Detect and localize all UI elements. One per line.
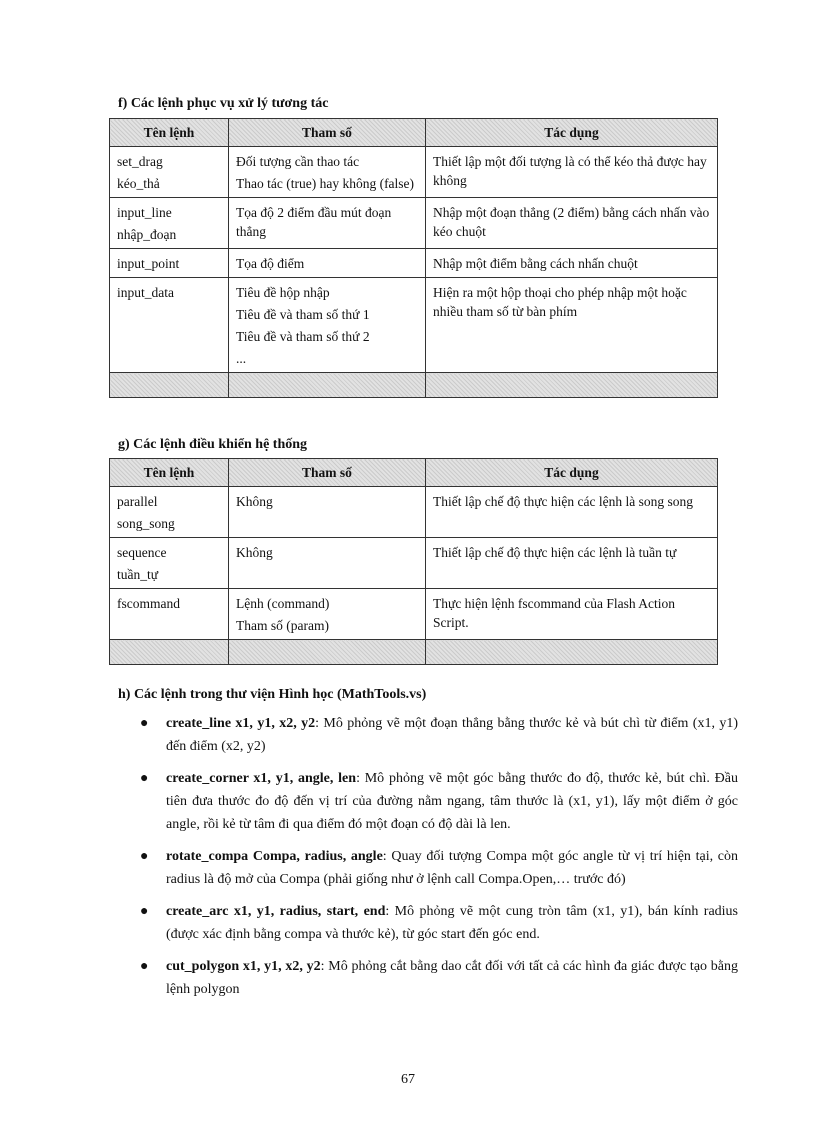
- list-item: [118, 900, 738, 946]
- cell-parameters: [229, 487, 426, 538]
- table-header-row: [110, 459, 718, 487]
- bullet-icon: ●: [140, 716, 149, 731]
- command-name: input_point: [117, 256, 180, 271]
- table-system-commands: [109, 458, 718, 665]
- bullet-icon: ●: [140, 771, 149, 786]
- command-name: input_line: [117, 205, 172, 220]
- command-name: sequence: [117, 545, 167, 560]
- command-signature: cut_polygon x1, y1, x2, y2: [166, 959, 321, 974]
- cell-parameters: [229, 538, 426, 589]
- header-command-name: Tên lệnh: [110, 459, 229, 487]
- command-signature: create_arc x1, y1, radius, start, end: [166, 904, 386, 919]
- cell-parameters: [229, 147, 426, 198]
- parameter: Tọa độ 2 điểm đầu mút đoạn thẳng: [236, 205, 392, 239]
- list-item: [118, 712, 738, 758]
- table-row: [110, 589, 718, 640]
- header-parameters: Tham số: [229, 119, 426, 147]
- parameter: Lệnh (command): [236, 596, 330, 611]
- section-h-title: h) Các lệnh trong thư viện Hình học (MathTools.vs): [118, 687, 427, 702]
- cell-effect: Thiết lập chế độ thực hiện các lệnh là tuần tự: [426, 538, 718, 589]
- list-item: [118, 955, 738, 1001]
- list-item: [118, 767, 738, 836]
- table-row: [110, 198, 718, 249]
- table-row: [110, 249, 718, 278]
- parameter: Đối tượng cần thao tác: [236, 154, 360, 169]
- cell-effect: Hiện ra một hộp thoại cho phép nhập một hoặc nhiều tham số từ bàn phím: [426, 278, 718, 373]
- parameter: Tham số (param): [236, 618, 329, 633]
- command-name: fscommand: [117, 596, 180, 611]
- command-description: : Mô phỏng vẽ một góc bằng thước đo độ, thước kẻ, bút chì. Đầu tiên đưa thước đo độ đến vị trí của đường nằm ngang, tâm thước là (x1, y1), lấy một điểm ở góc angle, rồi kẻ từ tâm đi qua điểm đó một đoạn có độ dài là len.: [166, 771, 738, 832]
- cell-command-name: [110, 147, 229, 198]
- command-description: : Mô phỏng cắt bằng dao cắt đối với tất cả các hình đa giác được tạo bằng lệnh polygon: [166, 959, 739, 997]
- cell-command-name: [110, 198, 229, 249]
- command-signature: create_line x1, y1, x2, y2: [166, 716, 316, 731]
- parameter: Thao tác (true) hay không (false): [236, 176, 415, 191]
- command-alias: song_song: [117, 516, 175, 531]
- table-row: [110, 538, 718, 589]
- command-description: : Mô phỏng vẽ một cung tròn tâm (x1, y1), bán kính radius (được xác định bằng compa và thước kẻ), từ góc start đến góc end.: [166, 904, 738, 942]
- parameter: Không: [236, 494, 273, 509]
- cell-parameters: [229, 589, 426, 640]
- empty-cell: [426, 640, 718, 665]
- cell-effect: Nhập một đoạn thẳng (2 điểm) bằng cách nhấn vào kéo chuột: [426, 198, 718, 249]
- header-parameters: Tham số: [229, 459, 426, 487]
- cell-command-name: [110, 487, 229, 538]
- cell-command-name: [110, 249, 229, 278]
- cell-parameters: [229, 198, 426, 249]
- cell-effect: Nhập một điểm bằng cách nhấn chuột: [426, 249, 718, 278]
- cell-command-name: [110, 538, 229, 589]
- parameter: Tọa độ điểm: [236, 256, 305, 271]
- section-f-title: f) Các lệnh phục vụ xử lý tương tác: [118, 96, 329, 111]
- command-description: : Mô phỏng vẽ một đoạn thẳng bằng thước kẻ và bút chì từ điểm (x1, y1) đến điểm (x2, y2): [166, 716, 738, 754]
- command-signature: create_corner x1, y1, angle, len: [166, 771, 357, 786]
- command-name: set_drag: [117, 154, 163, 169]
- table-row: [110, 487, 718, 538]
- cell-effect: Thiết lập một đối tượng là có thể kéo thả được hay không: [426, 147, 718, 198]
- parameter: Tiêu đề hộp nhập: [236, 285, 330, 300]
- command-alias: nhập_đoạn: [117, 227, 177, 242]
- header-command-name: Tên lệnh: [110, 119, 229, 147]
- bullet-icon: ●: [140, 849, 149, 864]
- command-name: parallel: [117, 494, 158, 509]
- table-row: [110, 278, 718, 373]
- command-name: input_data: [117, 285, 174, 300]
- list-item: [118, 845, 738, 891]
- empty-cell: [229, 373, 426, 398]
- parameter-ellipsis: ...: [236, 351, 247, 366]
- header-effect: Tác dụng: [426, 459, 718, 487]
- cell-effect: Thiết lập chế độ thực hiện các lệnh là song song: [426, 487, 718, 538]
- command-description: : Quay đối tượng Compa một góc angle từ vị trí hiện tại, còn radius là độ mở của Compa (phải giống như ở lệnh call Compa.Open,… trước đó): [166, 849, 738, 887]
- header-effect: Tác dụng: [426, 119, 718, 147]
- parameter: Không: [236, 545, 273, 560]
- table-interaction-commands: [109, 118, 718, 398]
- page-number: 67: [401, 1072, 415, 1087]
- parameter: Tiêu đề và tham số thứ 1: [236, 307, 370, 322]
- bullet-icon: ●: [140, 904, 149, 919]
- cell-parameters: [229, 249, 426, 278]
- parameter: Tiêu đề và tham số thứ 2: [236, 329, 370, 344]
- empty-cell: [229, 640, 426, 665]
- table-row-empty: [110, 640, 718, 665]
- cell-command-name: [110, 278, 229, 373]
- geometry-library-list: [118, 712, 738, 1010]
- empty-cell: [110, 373, 229, 398]
- cell-command-name: [110, 589, 229, 640]
- cell-parameters: [229, 278, 426, 373]
- cell-effect: Thực hiện lệnh fscommand của Flash Action Script.: [426, 589, 718, 640]
- empty-cell: [110, 640, 229, 665]
- table-row: [110, 147, 718, 198]
- command-alias: tuần_tự: [117, 567, 159, 582]
- command-alias: kéo_thả: [117, 176, 160, 191]
- bullet-icon: ●: [140, 959, 149, 974]
- table-row-empty: [110, 373, 718, 398]
- section-g-title: g) Các lệnh điều khiển hệ thống: [118, 437, 308, 452]
- empty-cell: [426, 373, 718, 398]
- table-header-row: [110, 119, 718, 147]
- command-signature: rotate_compa Compa, radius, angle: [166, 849, 383, 864]
